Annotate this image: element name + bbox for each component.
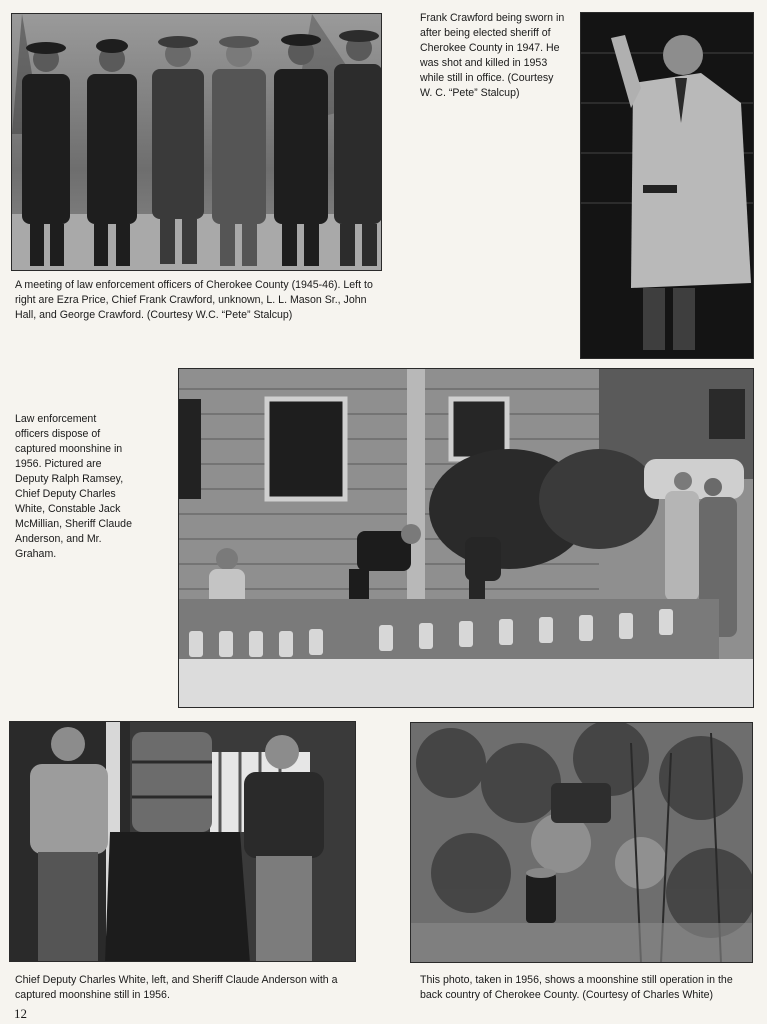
caption-officers-meeting: A meeting of law enforcement officers of Cherokee County (1945-46). Left to right are Ezra Price, Chief Frank Crawford, unknown, L. L. Mason Sr., John Hall, and George Crawford. (Courtesy W.C. “Pete” Stalcup) xyxy=(15,279,373,321)
caption-dispose-moonshine: Law enforcement officers dispose of captured moonshine in 1956. Pictured are Deputy Ralph Ramsey, Chief Deputy Charles White, Constable Jack McMillian, Sheriff Claude Anderson, and Mr. Graham. xyxy=(15,413,132,560)
photo-dispose-moonshine xyxy=(178,368,754,708)
photo-officers-meeting xyxy=(11,13,382,271)
officers-meeting-image xyxy=(12,14,382,271)
photo-still-operation xyxy=(410,722,753,963)
page-number: 12 xyxy=(14,1006,27,1021)
caption-white-anderson-still: Chief Deputy Charles White, left, and Sheriff Claude Anderson with a captured moonshine still in 1956. xyxy=(15,974,338,1001)
white-anderson-still-image xyxy=(10,722,356,962)
still-operation-image xyxy=(411,723,753,963)
caption-still-operation: This photo, taken in 1956, shows a moonshine still operation in the back country of Cherokee County. (Courtesy of Charles White) xyxy=(420,974,733,1001)
crawford-sworn-image xyxy=(581,13,754,359)
dispose-moonshine-image xyxy=(179,369,754,708)
caption-crawford-sworn: Frank Crawford being sworn in after being elected sheriff of Cherokee County in 1947. He was shot and killed in 1953 while still in office. (Courtesy W. C. “Pete” Stalcup) xyxy=(420,12,565,99)
photo-white-anderson-still xyxy=(9,721,356,962)
photo-crawford-sworn xyxy=(580,12,754,359)
